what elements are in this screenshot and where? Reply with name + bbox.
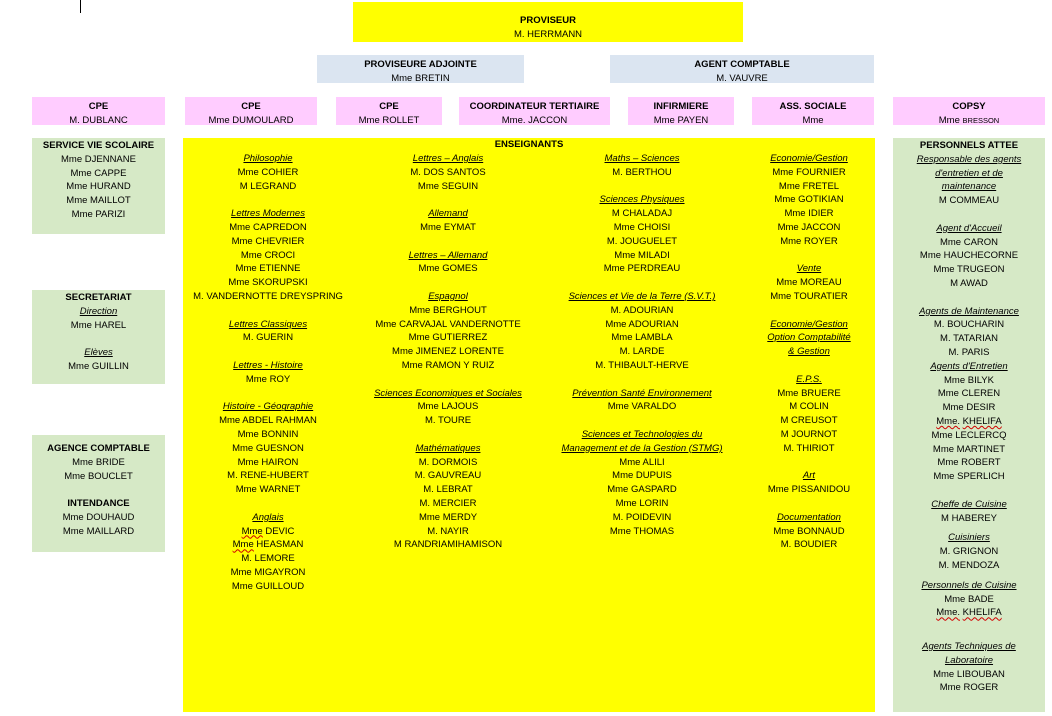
list-item: Mme GASPARD <box>607 484 677 496</box>
cpe3-title: CPE <box>379 101 399 112</box>
subject-heading: E.P.S. <box>796 373 822 385</box>
list-item: Mme CHOISI <box>613 221 671 233</box>
cpe2-name: Mme DUMOULARD <box>208 115 294 126</box>
infirmiere-title: INFIRMIERE <box>653 101 709 112</box>
list-item: Mme CLEREN <box>937 388 1001 400</box>
list-item: M. NAYIR <box>427 525 469 537</box>
list-item: Mme COHIER <box>237 166 299 178</box>
list-item: Mme ROY <box>245 373 291 385</box>
enseignants-box <box>183 138 875 712</box>
list-item: M. GAUVREAU <box>414 470 482 482</box>
list-item: Mme BRUERE <box>777 387 841 399</box>
list-item: Mme HAUCHECORNE <box>919 250 1019 262</box>
list-item: M RANDRIAMIHAMISON <box>393 539 503 551</box>
list-item: Mme LIBOUBAN <box>933 668 1005 680</box>
proviseur-name: M. HERRMANN <box>513 29 583 40</box>
list-item: Mme FRETEL <box>778 180 840 192</box>
list-item: Mme SEGUIN <box>417 180 479 192</box>
list-item: M. MENDOZA <box>938 559 1000 571</box>
list-item: Mme HAREL <box>70 319 127 331</box>
cpe1-title: CPE <box>88 101 109 112</box>
list-item <box>183 525 353 539</box>
subject-heading: Cheffe de Cuisine <box>931 498 1007 510</box>
direction-label: Direction <box>79 305 118 317</box>
list-item: Mme GOTIKIAN <box>774 194 844 206</box>
list-item: M. JOUGUELET <box>606 235 678 247</box>
cpe1-name: M. DUBLANC <box>69 115 128 126</box>
copsy-title: COPSY <box>952 101 986 112</box>
list-item: Mme GUESNON <box>232 442 304 454</box>
list-item: Mme MERDY <box>418 511 478 523</box>
attee-box <box>893 138 1045 712</box>
adjointe-title: PROVISEURE ADJOINTE <box>364 59 477 70</box>
list-item: Mme LORIN <box>615 497 669 509</box>
list-item: Mme GUILLOUD <box>231 580 305 592</box>
list-item: Mme ADOURIAN <box>605 318 679 330</box>
list-item: Mme PARIZI <box>71 208 126 220</box>
cpe1-box <box>32 97 165 125</box>
subject-heading: Lettres Modernes <box>231 208 305 220</box>
list-item <box>893 415 1045 429</box>
ass-sociale-box <box>752 97 874 125</box>
subject-heading: Agents d'Entretien <box>930 360 1008 372</box>
subject-heading: Lettres – Anglais <box>412 153 484 164</box>
name-prefix: Mme. <box>936 415 961 427</box>
list-item: Mme SPERLICH <box>933 471 1005 483</box>
subject-heading: Lettres Classiques <box>228 318 308 330</box>
cpe3-name: Mme ROLLET <box>358 115 420 126</box>
subject-heading: Agents Techniques de <box>922 641 1016 653</box>
enseignants-col-4 <box>749 152 869 552</box>
subject-heading: maintenance <box>941 181 997 193</box>
list-item: Mme BADE <box>944 593 994 605</box>
ass-sociale-name: Mme <box>802 115 824 126</box>
list-item: Mme BILYK <box>944 374 994 386</box>
list-item: Mme GUILLIN <box>68 360 129 372</box>
subject-heading: Sciences et Technologies du <box>581 428 703 440</box>
name-value: HEASMAN <box>256 539 304 551</box>
list-item: Mme DESIR <box>942 402 996 414</box>
list-item: M CHALADAJ <box>611 208 673 220</box>
list-item: Mme MAILLARD <box>62 525 135 537</box>
list-item: Mme EYMAT <box>420 221 476 233</box>
list-item: Mme FOURNIER <box>772 166 846 178</box>
secretariat-box <box>32 290 165 384</box>
list-item: Mme BERGHOUT <box>409 304 487 316</box>
list-item: Mme DJENNANE <box>61 153 136 165</box>
subject-heading: Management et de la Gestion (STMG) <box>561 442 723 454</box>
list-item: M. BOUCHARIN <box>933 319 1005 331</box>
list-item: M CREUSOT <box>780 415 838 427</box>
adjointe-box <box>317 55 524 83</box>
subject-heading: d'entretien et de <box>935 167 1003 179</box>
list-item: Mme ROBERT <box>937 457 1001 469</box>
copsy-box <box>893 97 1045 125</box>
list-item: Mme MARTINET <box>932 443 1006 455</box>
list-item: Mme PERDREAU <box>603 263 681 275</box>
list-item: Mme JIMENEZ LORENTE <box>392 346 504 358</box>
text-cursor <box>80 0 81 13</box>
list-item: M. VANDERNOTTE DREYSPRING <box>193 290 343 302</box>
name-value: KHELIFA <box>962 415 1002 427</box>
list-item: M. MERCIER <box>419 497 477 509</box>
list-item: M JOURNOT <box>780 428 838 440</box>
subject-heading: Anglais <box>252 511 284 523</box>
list-item: Mme HAIRON <box>237 456 299 468</box>
list-item: M COMMEAU <box>938 195 1000 207</box>
list-item: Mme HURAND <box>66 181 131 193</box>
name-prefix: Mme <box>241 525 263 537</box>
proviseur-box <box>353 2 743 42</box>
list-item: Mme LAJOUS <box>417 401 479 413</box>
subject-heading: Sciences Physiques <box>599 194 685 206</box>
list-item: Mme JACCON <box>777 221 841 233</box>
subject-heading: Sciences Economiques et Sociales <box>374 387 522 399</box>
infirmiere-name: Mme PAYEN <box>653 115 709 126</box>
secretariat-title: SECRETARIAT <box>65 292 132 303</box>
list-item: Mme DOUHAUD <box>62 511 135 523</box>
list-item: Mme BONNIN <box>237 428 299 440</box>
subject-heading: Espagnol <box>428 290 468 302</box>
subject-heading: Personnels de Cuisine <box>921 579 1017 591</box>
list-item: M. TOURE <box>424 415 472 427</box>
list-item: Mme PISSANIDOU <box>767 484 851 496</box>
subject-heading: Agent d'Accueil <box>936 222 1002 234</box>
list-item: M. GRIGNON <box>939 546 999 558</box>
list-item: Mme THOMAS <box>609 525 675 537</box>
name-value: DEVIC <box>265 525 295 537</box>
subject-heading: Sciences et Vie de la Terre (S.V.T.) <box>568 290 716 302</box>
enseignants-col-1 <box>183 152 353 594</box>
subject-heading: Documentation <box>777 511 841 523</box>
list-item: Mme GOMES <box>418 263 478 275</box>
subject-heading: & Gestion <box>788 346 830 358</box>
list-item: Mme ROYER <box>780 235 838 247</box>
copsy-name <box>893 114 1045 128</box>
list-item: M HABEREY <box>941 512 997 524</box>
vie-scolaire-box <box>32 138 165 234</box>
subject-heading: Cuisiniers <box>948 532 990 544</box>
subject-heading: Philosophie <box>243 153 293 164</box>
cpe2-title: CPE <box>241 101 261 112</box>
name-value: KHELIFA <box>962 607 1002 619</box>
cpe2-box <box>185 97 317 125</box>
list-item: Mme MAILLOT <box>66 195 131 207</box>
list-item: Mme LECLERCQ <box>931 429 1007 441</box>
list-item: M. POIDEVIN <box>612 511 672 523</box>
agence-comptable-title: AGENCE COMPTABLE <box>47 443 150 454</box>
list-item: M. BOUDIER <box>780 539 838 551</box>
list-item: Mme CROCI <box>240 249 296 261</box>
enseignants-col-3 <box>549 152 735 538</box>
list-item: Mme ABDEL RAHMAN <box>219 415 317 427</box>
list-item: Mme CAPPE <box>70 167 127 179</box>
list-item: Mme CAPREDON <box>229 221 307 233</box>
vie-scolaire-title: SERVICE VIE SCOLAIRE <box>42 140 155 151</box>
list-item <box>183 538 353 552</box>
enseignants-col-2 <box>363 152 533 552</box>
list-item: Mme DUPUIS <box>612 470 672 482</box>
list-item: Mme LAMBLA <box>611 332 673 344</box>
list-item: M COLIN <box>789 401 829 413</box>
list-item: M. LEBRAT <box>423 484 473 496</box>
list-item: Mme IDIER <box>784 208 834 220</box>
list-item: Mme MILADI <box>614 249 670 261</box>
list-item: Mme ETIENNE <box>235 263 301 275</box>
list-item: M. GUERIN <box>242 332 294 344</box>
cpe3-box <box>336 97 442 125</box>
list-item: M. LARDE <box>619 346 665 358</box>
list-item: Mme BRIDE <box>72 456 125 468</box>
list-item: Mme TOURATIER <box>770 290 848 302</box>
subject-heading: Economie/Gestion <box>770 318 848 330</box>
list-item: Mme CARVAJAL VANDERNOTTE <box>375 318 521 330</box>
list-item: M. RENE-HUBERT <box>227 470 309 482</box>
list-item: M. BERTHOU <box>612 166 672 178</box>
list-item: Mme BOUCLET <box>64 470 133 482</box>
enseignants-title: ENSEIGNANTS <box>494 139 564 150</box>
agence-comptable-box <box>32 435 165 552</box>
subject-heading: Mathématiques <box>415 442 481 454</box>
name-prefix: Mme <box>232 539 254 551</box>
list-item: Mme MOREAU <box>776 277 842 289</box>
list-item: Mme RAMON Y RUIZ <box>401 359 495 371</box>
list-item: Mme BONNAUD <box>773 525 845 537</box>
subject-heading: Responsable des agents <box>916 153 1022 165</box>
list-item: M. ADOURIAN <box>610 304 674 316</box>
proviseur-title: PROVISEUR <box>520 15 576 26</box>
subject-heading: Prévention Santé Environnement <box>572 387 712 399</box>
list-item: M. LEMORE <box>241 553 295 565</box>
list-item: Mme GUTIERREZ <box>408 332 488 344</box>
list-item: Mme ROGER <box>939 682 999 694</box>
coordinateur-title: COORDINATEUR TERTIAIRE <box>469 101 600 112</box>
list-item: Mme MIGAYRON <box>230 566 306 578</box>
name-prefix: Mme. <box>936 607 961 619</box>
list-item: M AWAD <box>950 277 988 289</box>
coordinateur-box <box>459 97 610 125</box>
list-item: Mme ALILI <box>619 456 665 468</box>
eleves-label: Elèves <box>84 347 113 359</box>
subject-heading: Histoire - Géographie <box>222 401 314 413</box>
subject-heading: Art <box>802 470 816 482</box>
adjointe-name: Mme BRETIN <box>391 73 450 84</box>
list-item: M. DOS SANTOS <box>410 166 486 178</box>
subject-heading: Laboratoire <box>944 654 994 666</box>
agent-comptable-name: M. VAUVRE <box>716 73 768 84</box>
subject-heading: Lettres – Allemand <box>408 249 488 261</box>
attee-title: PERSONNELS ATTEE <box>919 140 1019 151</box>
subject-heading: Maths – Sciences <box>604 153 680 164</box>
copsy-name-value: BRESSON <box>962 116 1000 125</box>
list-item: M LEGRAND <box>239 180 297 192</box>
subject-heading: Vente <box>796 263 822 275</box>
coordinateur-name: Mme. JACCON <box>501 115 568 126</box>
agent-comptable-title: AGENT COMPTABLE <box>694 59 790 70</box>
subject-heading: Allemand <box>428 208 468 220</box>
list-item <box>893 606 1045 620</box>
ass-sociale-title: ASS. SOCIALE <box>779 101 847 112</box>
subject-heading: Agents de Maintenance <box>919 305 1019 317</box>
infirmiere-box <box>628 97 734 125</box>
list-item: M. TATARIAN <box>940 333 998 345</box>
subject-heading: Economie/Gestion <box>770 153 848 164</box>
agent-comptable-box <box>610 55 874 83</box>
list-item: Mme CARON <box>939 236 999 248</box>
list-item: Mme WARNET <box>235 484 301 496</box>
list-item: M. THIBAULT-HERVE <box>595 359 689 371</box>
list-item: Mme TRUGEON <box>933 264 1005 276</box>
list-item: M. PARIS <box>948 346 990 358</box>
intendance-title: INTENDANCE <box>67 498 130 510</box>
list-item: M. THIRIOT <box>783 442 835 454</box>
list-item: M. DORMOIS <box>418 456 478 468</box>
list-item: Mme SKORUPSKI <box>228 277 308 289</box>
list-item: Mme VARALDO <box>607 401 677 413</box>
list-item: Mme CHEVRIER <box>231 235 305 247</box>
subject-heading: Option Comptabilité <box>767 332 851 344</box>
copsy-name-prefix: Mme <box>938 115 960 126</box>
subject-heading: Lettres - Histoire <box>233 359 303 371</box>
